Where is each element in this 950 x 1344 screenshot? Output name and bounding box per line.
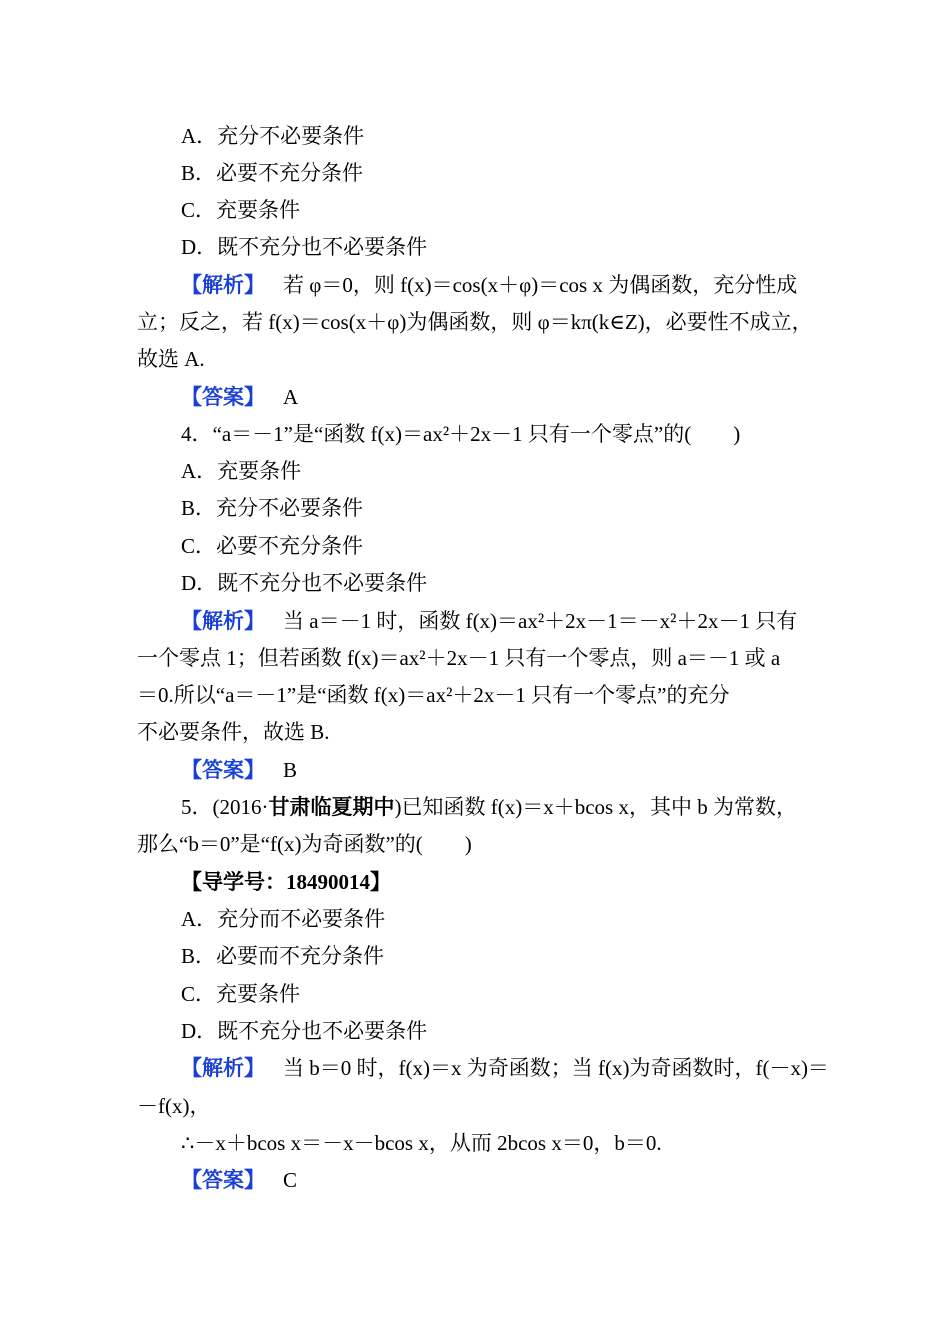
q3-analysis-line-2: 立；反之，若 f(x)＝cos(x＋φ)为偶函数，则 φ＝kπ(k∈Z)，必要性不成立， [137, 310, 813, 334]
q4-option-b: B．充分不必要条件 [181, 496, 364, 520]
q4-option-c: C．必要不充分条件 [181, 534, 364, 558]
q3-analysis-tag: 【解析】 [181, 273, 265, 297]
q4-stem: 4．“a＝－1”是“函数 f(x)＝ax²＋2x－1 只有一个零点”的( ) [181, 422, 741, 446]
q5-guide-number: 【导学号：18490014】 [181, 870, 391, 894]
q5-option-b: B．必要而不充分条件 [181, 944, 385, 968]
q5-analysis-line-1 [181, 1053, 829, 1083]
q4-analysis-line-3: ＝0.所以“a＝－1”是“函数 f(x)＝ax²＋2x－1 只有一个零点”的充分 [137, 683, 730, 707]
q5-option-d: D．既不充分也不必要条件 [181, 1019, 428, 1043]
q5-answer-value: C [283, 1168, 298, 1192]
q5-analysis-text-1: 当 b＝0 时，f(x)＝x 为奇函数；当 f(x)为奇函数时，f(－x)＝ [283, 1056, 829, 1080]
q5-stem-line-1 [181, 792, 797, 822]
q4-answer-line [181, 755, 297, 785]
q3-option-d: D．既不充分也不必要条件 [181, 235, 428, 259]
q3-analysis-line-1 [181, 270, 797, 300]
q5-analysis-tag: 【解析】 [181, 1056, 265, 1080]
q4-analysis-line-2: 一个零点 1；但若函数 f(x)＝ax²＋2x－1 只有一个零点，则 a＝－1 或 a [137, 646, 781, 670]
q3-answer-line [181, 382, 298, 412]
q4-answer-value: B [283, 758, 298, 782]
q5-option-c: C．充要条件 [181, 982, 301, 1006]
q3-answer-tag: 【答案】 [181, 385, 265, 409]
q3-option-c: C．充要条件 [181, 198, 301, 222]
q3-option-a: A．充分不必要条件 [181, 124, 365, 148]
q5-option-a: A．充分而不必要条件 [181, 907, 386, 931]
q4-option-d: D．既不充分也不必要条件 [181, 571, 428, 595]
q5-stem-prefix: 5．(2016· [181, 795, 269, 819]
q3-option-b: B．必要不充分条件 [181, 161, 364, 185]
q5-analysis-line-2: －f(x)， [137, 1094, 211, 1118]
q5-answer-tag: 【答案】 [181, 1168, 265, 1192]
q4-analysis-line-4: 不必要条件，故选 B. [137, 720, 330, 744]
q4-analysis-tag: 【解析】 [181, 609, 265, 633]
q4-option-a: A．充要条件 [181, 459, 302, 483]
q4-analysis-line-1 [181, 606, 797, 636]
q4-answer-tag: 【答案】 [181, 758, 265, 782]
q3-answer-value: A [283, 385, 299, 409]
q5-stem-source: 甘肃临夏期中 [268, 795, 395, 819]
q4-analysis-text-1: 当 a＝－1 时，函数 f(x)＝ax²＋2x－1＝－x²＋2x－1 只有 [283, 609, 798, 633]
q5-stem-line-2: 那么“b＝0”是“f(x)为奇函数”的( ) [137, 832, 472, 856]
q5-answer-line [181, 1165, 297, 1195]
q5-analysis-line-3: ∴－x＋bcos x＝－x－bcos x，从而 2bcos x＝0，b＝0. [181, 1131, 662, 1155]
q5-stem-suffix: )已知函数 f(x)＝x＋bcos x，其中 b 为常数， [394, 795, 797, 819]
q3-analysis-text-1: 若 φ＝0，则 f(x)＝cos(x＋φ)＝cos x 为偶函数，充分性成 [283, 273, 798, 297]
q3-analysis-line-3: 故选 A. [137, 347, 205, 371]
